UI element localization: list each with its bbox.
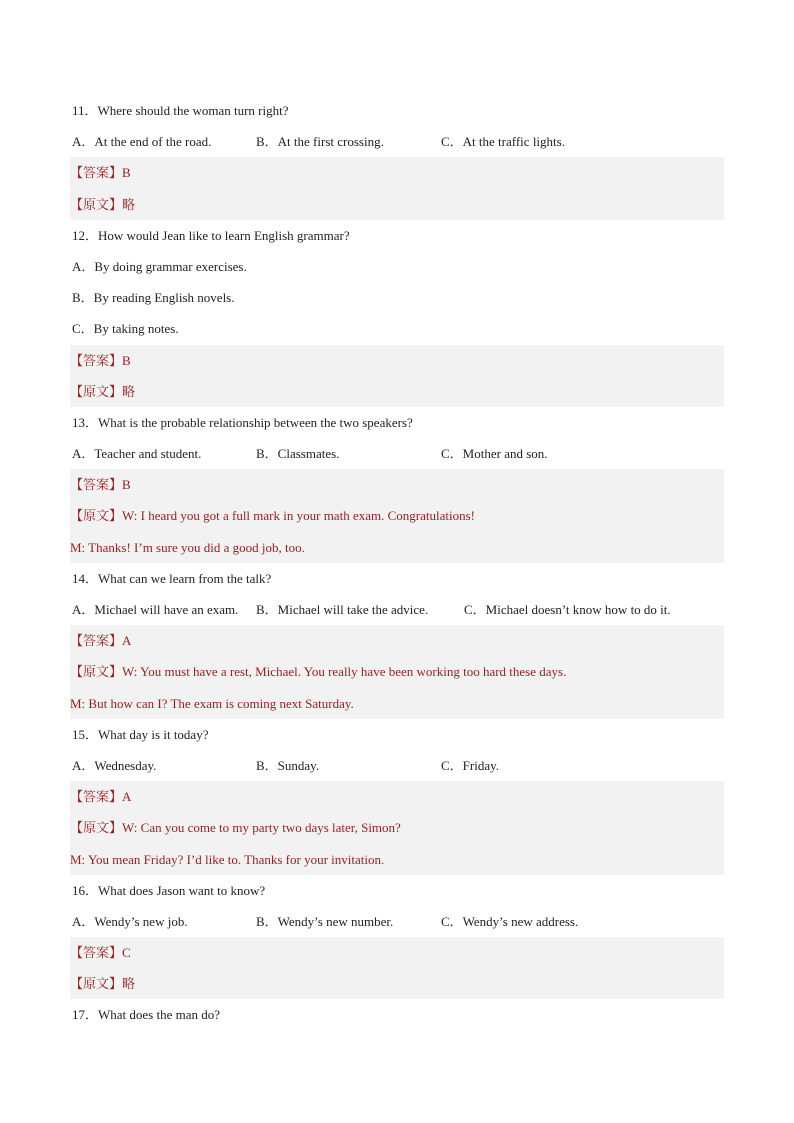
option-c: C．Friday. (441, 757, 500, 773)
option-a: A．Teacher and student. (72, 446, 202, 462)
document-page (70, 95, 724, 1031)
question-text: 12．How would Jean like to learn English grammar? (72, 227, 350, 243)
answer-line (70, 469, 724, 500)
transcript-line (70, 189, 724, 220)
transcript-line (70, 688, 724, 719)
transcript-label: 【原文】 (70, 197, 123, 213)
transcript-text: M: But how can I? The exam is coming next Saturday. (70, 695, 354, 711)
answer-line (70, 157, 724, 188)
options-row (70, 438, 724, 469)
answer-label: 【答案】 (70, 478, 123, 494)
answer-value: B (122, 165, 131, 181)
transcript-label: 【原文】 (70, 509, 123, 525)
answer-value: B (122, 477, 131, 493)
question-text: 16．What does Jason want to know? (72, 882, 266, 898)
question-text: 17．What does the man do? (72, 1007, 221, 1023)
transcript-text: M: You mean Friday? I’d like to. Thanks for your invitation. (70, 851, 385, 867)
answer-line (70, 781, 724, 812)
transcript-text: W: I heard you got a full mark in your math exam. Congratulations! (122, 508, 475, 524)
answer-label: 【答案】 (70, 634, 123, 650)
transcript-text: 略 (122, 976, 136, 992)
transcript-line (70, 500, 724, 531)
options-row (70, 594, 724, 625)
answer-line (70, 937, 724, 968)
transcript-line (70, 376, 724, 407)
transcript-line (70, 656, 724, 687)
question-block (70, 95, 724, 220)
transcript-line (70, 532, 724, 563)
answer-label: 【答案】 (70, 790, 123, 806)
option-b: B．At the first crossing. (256, 134, 384, 150)
answer-value: A (122, 633, 132, 649)
answer-value: A (122, 789, 132, 805)
options-row (70, 750, 724, 781)
transcript-line (70, 968, 724, 999)
answer-line (70, 345, 724, 376)
option-b: B．By reading English novels. (72, 290, 235, 306)
transcript-label: 【原文】 (70, 384, 123, 400)
answer-label: 【答案】 (70, 166, 123, 182)
answer-value: C (122, 945, 131, 961)
answer-line (70, 625, 724, 656)
option-c: C．Michael doesn’t know how to do it. (464, 602, 671, 617)
answer-value: B (122, 352, 131, 368)
option-a: A．By doing grammar exercises. (72, 258, 247, 274)
option-b: B．Wendy’s new number. (256, 913, 394, 929)
question-text: 11．Where should the woman turn right? (72, 103, 289, 118)
transcript-text: W: You must have a rest, Michael. You really have been working too hard these days. (122, 664, 567, 680)
question-text: 14．What can we learn from the talk? (72, 570, 272, 586)
option-a: A．Wendy’s new job. (72, 913, 188, 929)
option-b: B．Classmates. (256, 446, 340, 462)
transcript-label: 【原文】 (70, 665, 123, 681)
option-c: C．Wendy’s new address. (441, 913, 579, 929)
option-c: C．At the traffic lights. (441, 134, 565, 150)
transcript-text: 略 (122, 383, 136, 399)
question-block (70, 875, 724, 1000)
option-a: A．At the end of the road. (72, 134, 212, 150)
transcript-line (70, 844, 724, 875)
question-block (70, 719, 724, 875)
transcript-text: W: Can you come to my party two days later, Simon? (122, 820, 401, 836)
option-a: A．Wednesday. (72, 757, 157, 773)
option-b: B．Sunday. (256, 757, 320, 773)
transcript-line (70, 812, 724, 843)
question-block (70, 563, 724, 719)
answer-label: 【答案】 (70, 946, 123, 962)
question-block (70, 220, 724, 407)
transcript-text: M: Thanks! I’m sure you did a good job, too. (70, 539, 305, 555)
question-text: 15．What day is it today? (72, 726, 209, 742)
transcript-label: 【原文】 (70, 977, 123, 993)
answer-label: 【答案】 (70, 353, 123, 369)
option-c: C．Mother and son. (441, 446, 548, 462)
transcript-label: 【原文】 (70, 821, 123, 837)
question-text: 13．What is the probable relationship between the two speakers? (72, 414, 413, 430)
options-row (70, 126, 724, 157)
option-c: C．By taking notes. (72, 321, 179, 337)
option-a: A．Michael will have an exam. (72, 602, 239, 617)
option-b: B．Michael will take the advice. (256, 602, 429, 617)
options-row (70, 906, 724, 937)
transcript-text: 略 (122, 196, 136, 212)
question-block (70, 407, 724, 563)
